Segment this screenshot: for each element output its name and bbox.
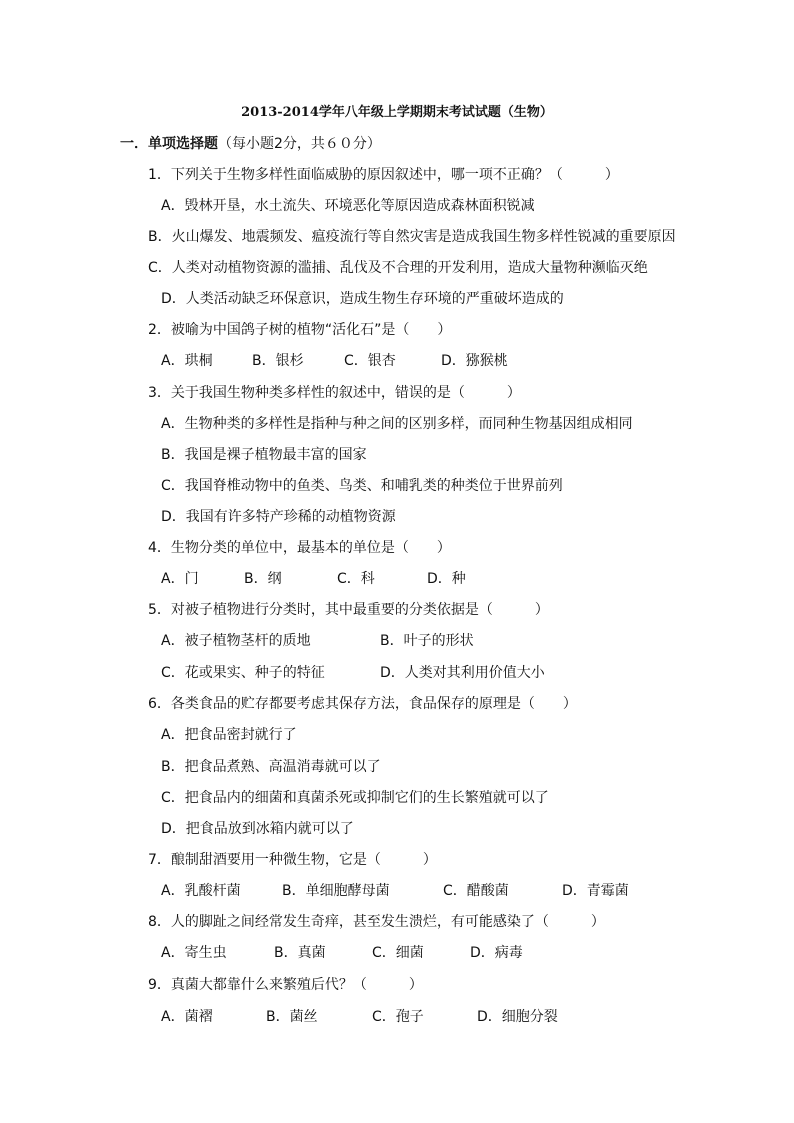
question-4-option-d: D．种 — [427, 571, 466, 587]
question-2-option-c: C．银杏 — [344, 353, 396, 369]
question-6-option-b: B．把食品煮熟、高温消毒就可以了 — [161, 759, 381, 775]
question-8-option-b: B．真菌 — [274, 945, 326, 961]
question-8-option-c: C．细菌 — [372, 945, 424, 961]
question-6-option-d: D．把食品放到冰箱内就可以了 — [161, 821, 354, 837]
question-4-option-c: C．科 — [337, 571, 375, 587]
question-6-option-a: A．把食品密封就行了 — [161, 727, 297, 743]
question-3-option-c: C．我国脊椎动物中的鱼类、鸟类、和哺乳类的种类位于世界前列 — [161, 478, 563, 494]
question-4-option-b: B．纲 — [244, 571, 282, 587]
question-8-stem: 8．人的脚趾之间经常发生奇痒，甚至发生溃烂，有可能感染了（ ） — [148, 914, 605, 930]
exam-title: 2013-2014学年八年级上学期期末考试试题（生物） — [241, 105, 553, 120]
question-1-stem: 1．下列关于生物多样性面临威胁的原因叙述中，哪一项不正确？（ ） — [148, 167, 619, 183]
question-7-stem: 7．酿制甜酒要用一种微生物，它是（ ） — [148, 852, 437, 868]
section-note: （每小题2分，共６０分） — [218, 136, 381, 152]
question-1-option-d: D．人类活动缺乏环保意识，造成生物生存环境的严重破坏造成的 — [161, 291, 564, 307]
question-8-option-a: A．寄生虫 — [161, 945, 227, 961]
question-5-option-c: C．花或果实、种子的特征 — [161, 665, 325, 681]
question-6-option-c: C．把食品内的细菌和真菌杀死或抑制它们的生长繁殖就可以了 — [161, 790, 549, 806]
question-9-option-b: B．菌丝 — [266, 1009, 318, 1025]
question-9-stem: 9．真菌大都靠什么来繁殖后代？（ ） — [148, 977, 423, 993]
question-9-option-d: D．细胞分裂 — [477, 1009, 558, 1025]
question-5-stem: 5．对被子植物进行分类时，其中最重要的分类依据是（ ） — [148, 602, 549, 618]
question-5-option-a: A．被子植物茎杆的质地 — [161, 633, 311, 649]
question-3-option-a: A．生物种类的多样性是指种与种之间的区别多样，而同种生物基因组成相同 — [161, 416, 633, 432]
question-2-option-a: A．珙桐 — [161, 353, 213, 369]
question-7-option-d: D．青霉菌 — [562, 883, 629, 899]
question-2-stem: 2．被喻为中国鸽子树的植物“活化石”是（ ） — [148, 322, 452, 338]
question-4-option-a: A．门 — [161, 571, 199, 587]
question-5-option-d: D．人类对其利用价值大小 — [380, 665, 545, 681]
question-3-stem: 3．关于我国生物种类多样性的叙述中，错误的是（ ） — [148, 385, 521, 401]
question-9-option-a: A．菌褶 — [161, 1009, 213, 1025]
question-9-option-c: C．孢子 — [372, 1009, 424, 1025]
section-label: 一．单项选择题 — [120, 136, 218, 152]
question-2-option-d: D．猕猴桃 — [441, 353, 508, 369]
question-7-option-b: B．单细胞酵母菌 — [282, 883, 390, 899]
question-1-option-a: A．毁林开垦，水土流失、环境恶化等原因造成森林面积锐减 — [161, 198, 535, 214]
question-2-option-b: B．银杉 — [252, 353, 304, 369]
question-8-option-d: D．病毒 — [470, 945, 523, 961]
question-5-option-b: B．叶子的形状 — [380, 633, 474, 649]
question-3-option-b: B．我国是裸子植物最丰富的国家 — [161, 447, 367, 463]
question-7-option-c: C．醋酸菌 — [443, 883, 509, 899]
question-3-option-d: D．我国有许多特产珍稀的动植物资源 — [161, 509, 396, 525]
question-4-stem: 4．生物分类的单位中，最基本的单位是（ ） — [148, 540, 451, 556]
question-7-option-a: A．乳酸杆菌 — [161, 883, 241, 899]
question-1-option-c: C．人类对动植物资源的滥捕、乱伐及不合理的开发利用，造成大量物种濒临灭绝 — [148, 260, 648, 276]
question-6-stem: 6．各类食品的贮存都要考虑其保存方法，食品保存的原理是（ ） — [148, 696, 577, 712]
section-heading — [120, 135, 381, 153]
question-1-option-b: B．火山爆发、地震频发、瘟疫流行等自然灾害是造成我国生物多样性锐减的重要原因 — [148, 229, 676, 245]
